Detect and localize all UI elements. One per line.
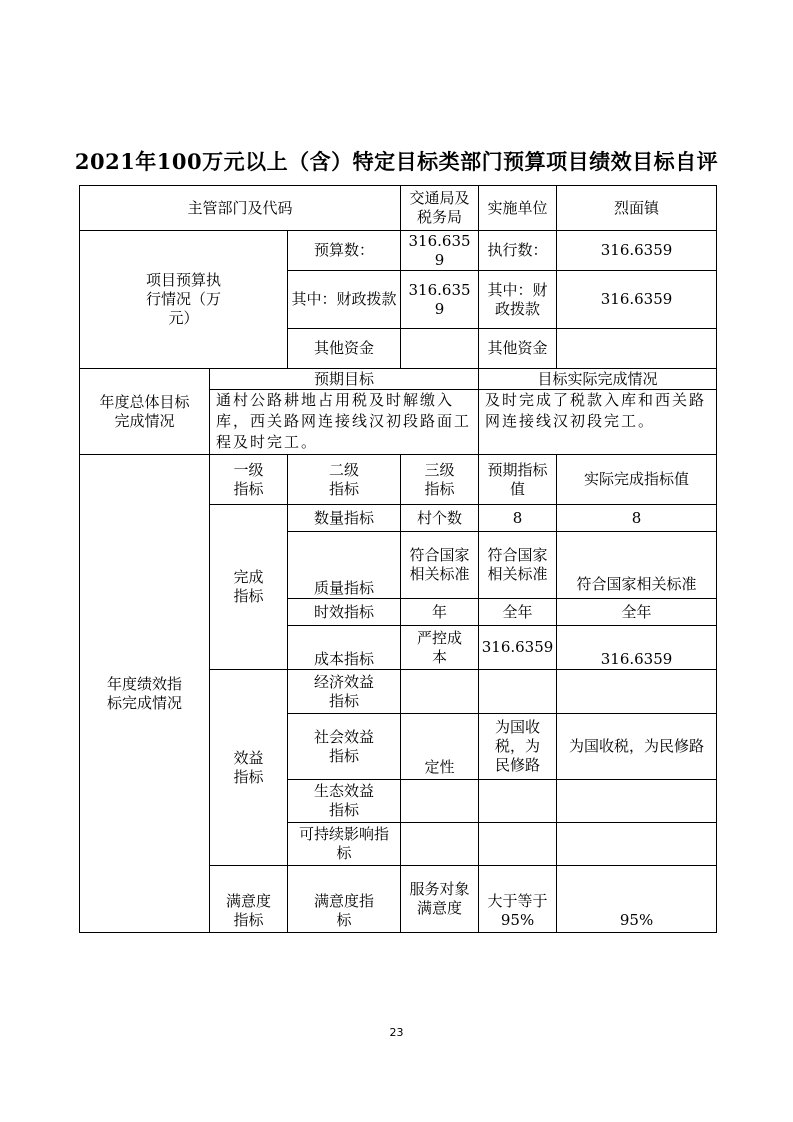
page-number: 23 bbox=[389, 1026, 404, 1039]
budget-row-1 bbox=[80, 231, 717, 271]
indicator-header-row bbox=[80, 455, 717, 505]
level2-cell: 满意度指标 bbox=[288, 866, 401, 933]
col-level2-header: 二级指标 bbox=[288, 455, 401, 505]
actual-cell: 全年 bbox=[557, 599, 717, 626]
level3-cell: 严控成本 bbox=[401, 626, 479, 670]
page-title: 2021年100万元以上（含）特定目标类部门预算项目绩效目标自评 bbox=[74, 149, 719, 174]
performance-table-body bbox=[79, 185, 717, 933]
level2-cell: 数量指标 bbox=[288, 505, 401, 532]
budget-amount-value: 316.6359 bbox=[401, 231, 479, 271]
exec-amount-label: 执行数： bbox=[479, 231, 557, 271]
actual-cell: 符合国家相关标准 bbox=[557, 532, 717, 599]
expected-goal-header: 预期目标 bbox=[210, 369, 478, 390]
col-level3-header: 三级指标 bbox=[401, 455, 479, 505]
actual-cell: 95% bbox=[557, 866, 717, 933]
level3-cell: 年 bbox=[401, 599, 479, 626]
level3-cell: 村个数 bbox=[401, 505, 479, 532]
annual-goal-label: 年度总体目标完成情况 bbox=[80, 369, 210, 455]
actual-cell bbox=[557, 670, 717, 714]
dept-label: 主管部门及代码 bbox=[80, 186, 401, 231]
expected-cell: 符合国家相关标准 bbox=[479, 532, 557, 599]
other-exec-value bbox=[557, 329, 717, 369]
expected-cell bbox=[479, 670, 557, 714]
satisfaction-indicator-label: 满意度指标 bbox=[210, 866, 288, 933]
budget-label: 项目预算执行情况（万元） bbox=[80, 231, 288, 369]
expected-cell: 大于等于95% bbox=[479, 866, 557, 933]
actual-goal-text: 及时完成了税款入库和西关路网连接线汉初段完工。 bbox=[485, 391, 707, 430]
actual-cell: 为国收税，为民修路 bbox=[557, 714, 717, 780]
level3-cell bbox=[401, 823, 479, 866]
level2-cell: 可持续影响指标 bbox=[288, 823, 401, 866]
level3-cell: 符合国家相关标准 bbox=[401, 532, 479, 599]
level2-cell: 成本指标 bbox=[288, 626, 401, 670]
col-actual-header: 实际完成指标值 bbox=[557, 455, 717, 505]
actual-cell: 8 bbox=[557, 505, 717, 532]
expected-cell: 全年 bbox=[479, 599, 557, 626]
annual-goal-row bbox=[80, 369, 717, 455]
budget-amount-label: 预算数： bbox=[288, 231, 401, 271]
actual-goal-cell bbox=[479, 369, 717, 455]
level3-cell: 服务对象满意度 bbox=[401, 866, 479, 933]
benefit-indicator-label: 效益指标 bbox=[210, 670, 288, 866]
fiscal-value: 316.6359 bbox=[401, 271, 479, 329]
actual-cell bbox=[557, 780, 717, 823]
level3-cell bbox=[401, 780, 479, 823]
exec-amount-value: 316.6359 bbox=[557, 231, 717, 271]
actual-cell bbox=[557, 823, 717, 866]
header-row bbox=[80, 186, 717, 231]
expected-cell: 8 bbox=[479, 505, 557, 532]
expected-cell: 316.6359 bbox=[479, 626, 557, 670]
expected-cell bbox=[479, 823, 557, 866]
level2-cell: 质量指标 bbox=[288, 532, 401, 599]
actual-goal-header: 目标实际完成情况 bbox=[479, 369, 716, 390]
other-funds-label: 其他资金 bbox=[288, 329, 401, 369]
fiscal-label: 其中：财政拨款 bbox=[288, 271, 401, 329]
other-funds-value bbox=[401, 329, 479, 369]
dept-value: 交通局及税务局 bbox=[401, 186, 479, 231]
actual-cell: 316.6359 bbox=[557, 626, 717, 670]
fiscal-exec-value: 316.6359 bbox=[557, 271, 717, 329]
col-level1-header: 一级指标 bbox=[210, 455, 288, 505]
level2-cell: 社会效益指标 bbox=[288, 714, 401, 780]
other-exec-label: 其他资金 bbox=[479, 329, 557, 369]
output-indicator-label: 完成指标 bbox=[210, 505, 288, 670]
expected-cell: 为国收税，为民修路 bbox=[479, 714, 557, 780]
level2-cell: 时效指标 bbox=[288, 599, 401, 626]
impl-label: 实施单位 bbox=[479, 186, 557, 231]
level3-cell: 定性 bbox=[401, 714, 479, 780]
level3-cell bbox=[401, 670, 479, 714]
expected-goal-text: 通村公路耕地占用税及时解缴入库，西关路网连接线汉初段路面工程及时完工。 bbox=[216, 391, 472, 451]
fiscal-exec-label: 其中：财政拨款 bbox=[479, 271, 557, 329]
level2-cell: 经济效益指标 bbox=[288, 670, 401, 714]
expected-cell bbox=[479, 780, 557, 823]
level2-cell: 生态效益指标 bbox=[288, 780, 401, 823]
col-expected-header: 预期指标值 bbox=[479, 455, 557, 505]
expected-goal-cell bbox=[210, 369, 479, 455]
impl-value: 烈面镇 bbox=[557, 186, 717, 231]
indicators-section-label: 年度绩效指标完成情况 bbox=[80, 455, 210, 933]
